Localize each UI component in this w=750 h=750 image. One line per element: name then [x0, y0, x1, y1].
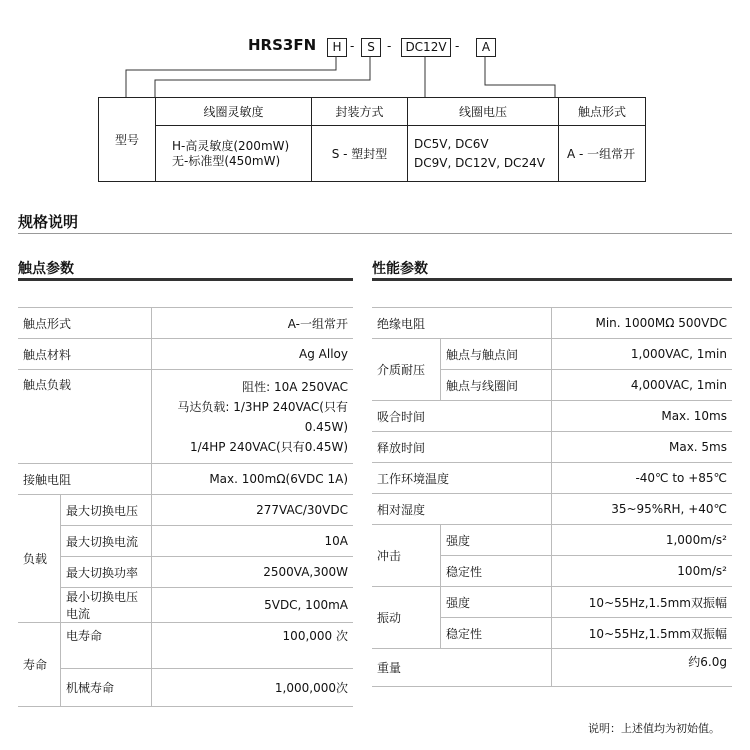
life-group-label: 寿命	[18, 623, 61, 707]
weight-value: 约6.0g	[552, 649, 732, 687]
code-part-coil: H	[327, 38, 347, 57]
model-name: HRS3FN	[248, 36, 317, 54]
load-motor-line: 马达负载: 1/3HP 240VAC(只有0.45W)	[177, 399, 348, 434]
load-row-label: 最小切换电压电流	[61, 588, 152, 623]
pickup-label: 吸合时间	[372, 401, 552, 432]
life-row-value: 100,000 次	[152, 623, 353, 669]
performance-section-title: 性能参数	[372, 261, 428, 277]
code-col-header-coil: 线圈灵敏度	[156, 98, 312, 126]
vibration-row-value: 10~55Hz,1.5mm双振幅	[552, 618, 732, 649]
code-col-header-voltage: 线圈电压	[408, 98, 559, 126]
temperature-value: -40℃ to +85℃	[552, 463, 732, 494]
vibration-label: 振动	[372, 587, 441, 649]
contact-material-label: 触点材料	[18, 339, 152, 370]
coil-option-line: H-高灵敏度(200mW)	[172, 138, 290, 153]
performance-table	[372, 307, 732, 687]
load-row-label: 最大切换功率	[61, 557, 152, 588]
contact-load-value	[152, 370, 353, 464]
code-col-header-contact: 触点形式	[559, 98, 646, 126]
temperature-label: 工作环境温度	[372, 463, 552, 494]
vibration-row-label: 稳定性	[441, 618, 552, 649]
contact-form-label: 触点形式	[18, 308, 152, 339]
shock-row-value: 1,000m/s²	[552, 525, 732, 556]
humidity-value: 35~95%RH, +40℃	[552, 494, 732, 525]
contact-resistance-value: Max. 100mΩ(6VDC 1A)	[152, 464, 353, 495]
life-row-label: 机械寿命	[61, 669, 152, 707]
release-value: Max. 5ms	[552, 432, 732, 463]
vibration-row-label: 强度	[441, 587, 552, 618]
spec-title: 规格说明	[18, 213, 79, 231]
contact-resistance-label: 接触电阻	[18, 464, 152, 495]
code-cell-coil	[156, 126, 312, 182]
load-resistive-line: 阻性: 10A 250VAC	[242, 379, 348, 394]
voltage-option-line: DC5V, DC6V	[414, 136, 489, 151]
dielectric-row-label: 触点与触点间	[441, 339, 552, 370]
release-label: 释放时间	[372, 432, 552, 463]
contact-form-value: A-一组常开	[152, 308, 353, 339]
life-row-value: 1,000,000次	[152, 669, 353, 707]
load-row-value: 2500VA,300W	[152, 557, 353, 588]
code-cell-package: S - 塑封型	[312, 126, 408, 182]
shock-row-label: 稳定性	[441, 556, 552, 587]
contact-table	[18, 307, 353, 707]
shock-row-label: 强度	[441, 525, 552, 556]
contact-section-title: 触点参数	[18, 261, 74, 277]
performance-title-rule	[372, 278, 732, 281]
code-separator: -	[455, 39, 460, 53]
dielectric-label: 介质耐压	[372, 339, 441, 401]
contact-title-rule	[18, 278, 353, 281]
shock-label: 冲击	[372, 525, 441, 587]
life-row-label: 电寿命	[61, 623, 152, 669]
dielectric-row-value: 1,000VAC, 1min	[552, 339, 732, 370]
insulation-value: Min. 1000MΩ 500VDC	[552, 308, 732, 339]
code-part-contact: A	[476, 38, 496, 57]
code-separator: -	[387, 39, 392, 53]
load-row-label: 最大切换电流	[61, 526, 152, 557]
code-part-package: S	[361, 38, 381, 57]
weight-label: 重量	[372, 649, 552, 687]
code-col-header-package: 封装方式	[312, 98, 408, 126]
spec-title-rule	[18, 233, 732, 234]
load-group-label: 负载	[18, 495, 61, 623]
load-row-value: 5VDC, 100mA	[152, 588, 353, 623]
insulation-label: 绝缘电阻	[372, 308, 552, 339]
shock-row-value: 100m/s²	[552, 556, 732, 587]
vibration-row-value: 10~55Hz,1.5mm双振幅	[552, 587, 732, 618]
dielectric-row-label: 触点与线圈间	[441, 370, 552, 401]
code-cell-voltage	[408, 126, 559, 182]
load-row-value: 10A	[152, 526, 353, 557]
voltage-option-line: DC9V, DC12V, DC24V	[414, 155, 545, 170]
code-cell-contact: A - 一组常开	[559, 126, 646, 182]
load-motor-line: 1/4HP 240VAC(只有0.45W)	[189, 439, 348, 454]
code-row-label: 型号	[99, 98, 156, 182]
load-row-value: 277VAC/30VDC	[152, 495, 353, 526]
contact-material-value: Ag Alloy	[152, 339, 353, 370]
humidity-label: 相对湿度	[372, 494, 552, 525]
model-code-table	[98, 97, 646, 182]
code-part-voltage: DC12V	[401, 38, 451, 57]
coil-option-line: 无-标准型(450mW)	[172, 153, 281, 168]
dielectric-row-value: 4,000VAC, 1min	[552, 370, 732, 401]
footnote: 说明：上述值均为初始值。	[588, 722, 720, 735]
load-row-label: 最大切换电压	[61, 495, 152, 526]
code-separator: -	[350, 39, 355, 53]
pickup-value: Max. 10ms	[552, 401, 732, 432]
contact-load-label: 触点负载	[18, 370, 152, 464]
